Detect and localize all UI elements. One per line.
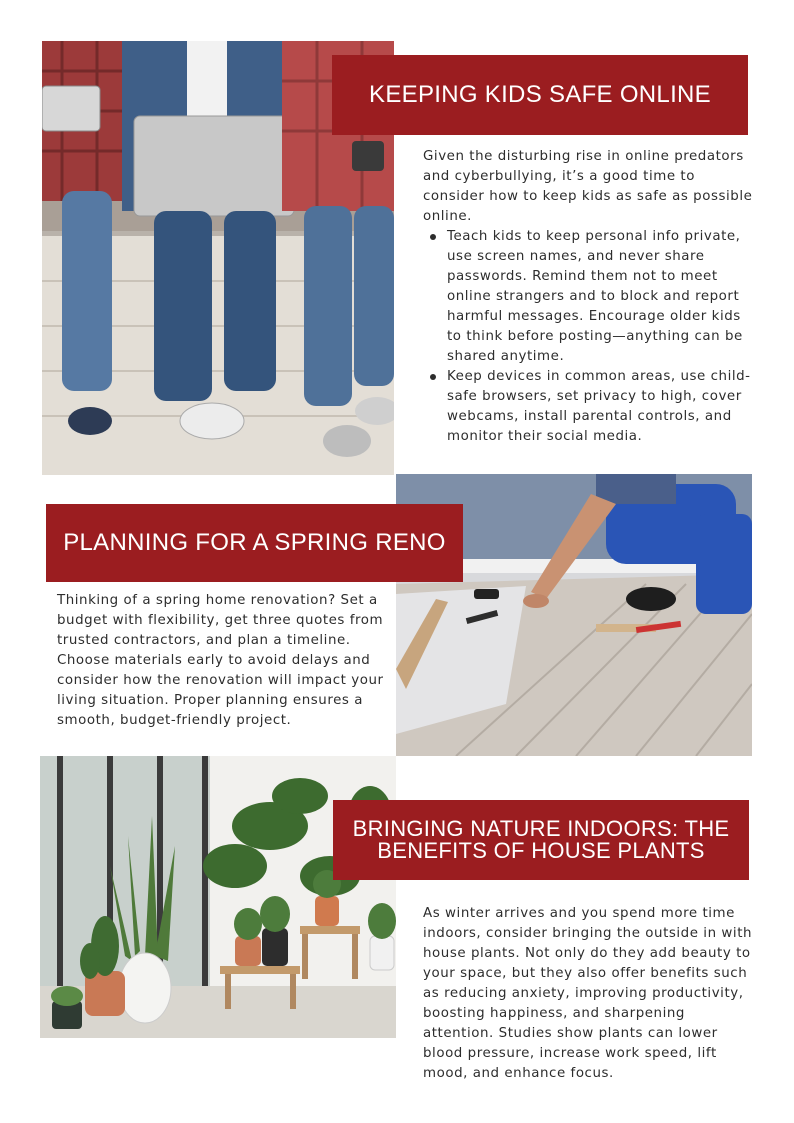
house-plants-paragraph: As winter arrives and you spend more time indoors, consider bringing the outside in with house plants. Not only do they add beauty to your space, but they also offer benefits such as reducing anxiety, improving productivity, boosting happiness, and sharpening attention. Studies show plants can lower blood pressure, increase work speed, lift mood, and enhance focus. <box>423 906 753 1081</box>
kids-safe-intro: Given the disturbing rise in online predators and cyberbullying, it’s a good time to consider how to keep kids as safe as possible online. <box>423 149 753 224</box>
spring-reno-body <box>57 591 387 731</box>
section-title-kids-safe <box>332 55 748 135</box>
section-title-text: BRINGING NATURE INDOORS: THE BENEFITS OF HOUSE PLANTS <box>352 816 730 863</box>
kids-safe-list <box>423 227 753 447</box>
house-plants-body <box>423 904 753 1084</box>
list-item: Teach kids to keep personal info private, use screen names, and never share passwords. Remind them not to meet online strangers and to block and report harmful messages. Encourage older kids to think before posting—anything can be shared anytime. <box>423 227 753 367</box>
section-title-spring-reno <box>46 504 463 582</box>
section-title-text: KEEPING KIDS SAFE ONLINE <box>369 81 711 108</box>
spring-reno-paragraph: Thinking of a spring home renovation? Set a budget with flexibility, get three quotes from trusted contractors, and plan a timeline. Choose materials early to avoid delays and consider how the renovation will impact your living situation. Proper planning ensures a smooth, budget-friendly project. <box>57 593 384 728</box>
list-item: Keep devices in common areas, use child-safe browsers, set privacy to high, cover webcams, install parental controls, and monitor their social media. <box>423 367 753 447</box>
section-title-house-plants <box>333 800 749 880</box>
kids-safe-body <box>423 147 753 447</box>
house-plants-photo <box>40 756 396 1038</box>
section-title-text: PLANNING FOR A SPRING RENO <box>63 529 446 556</box>
